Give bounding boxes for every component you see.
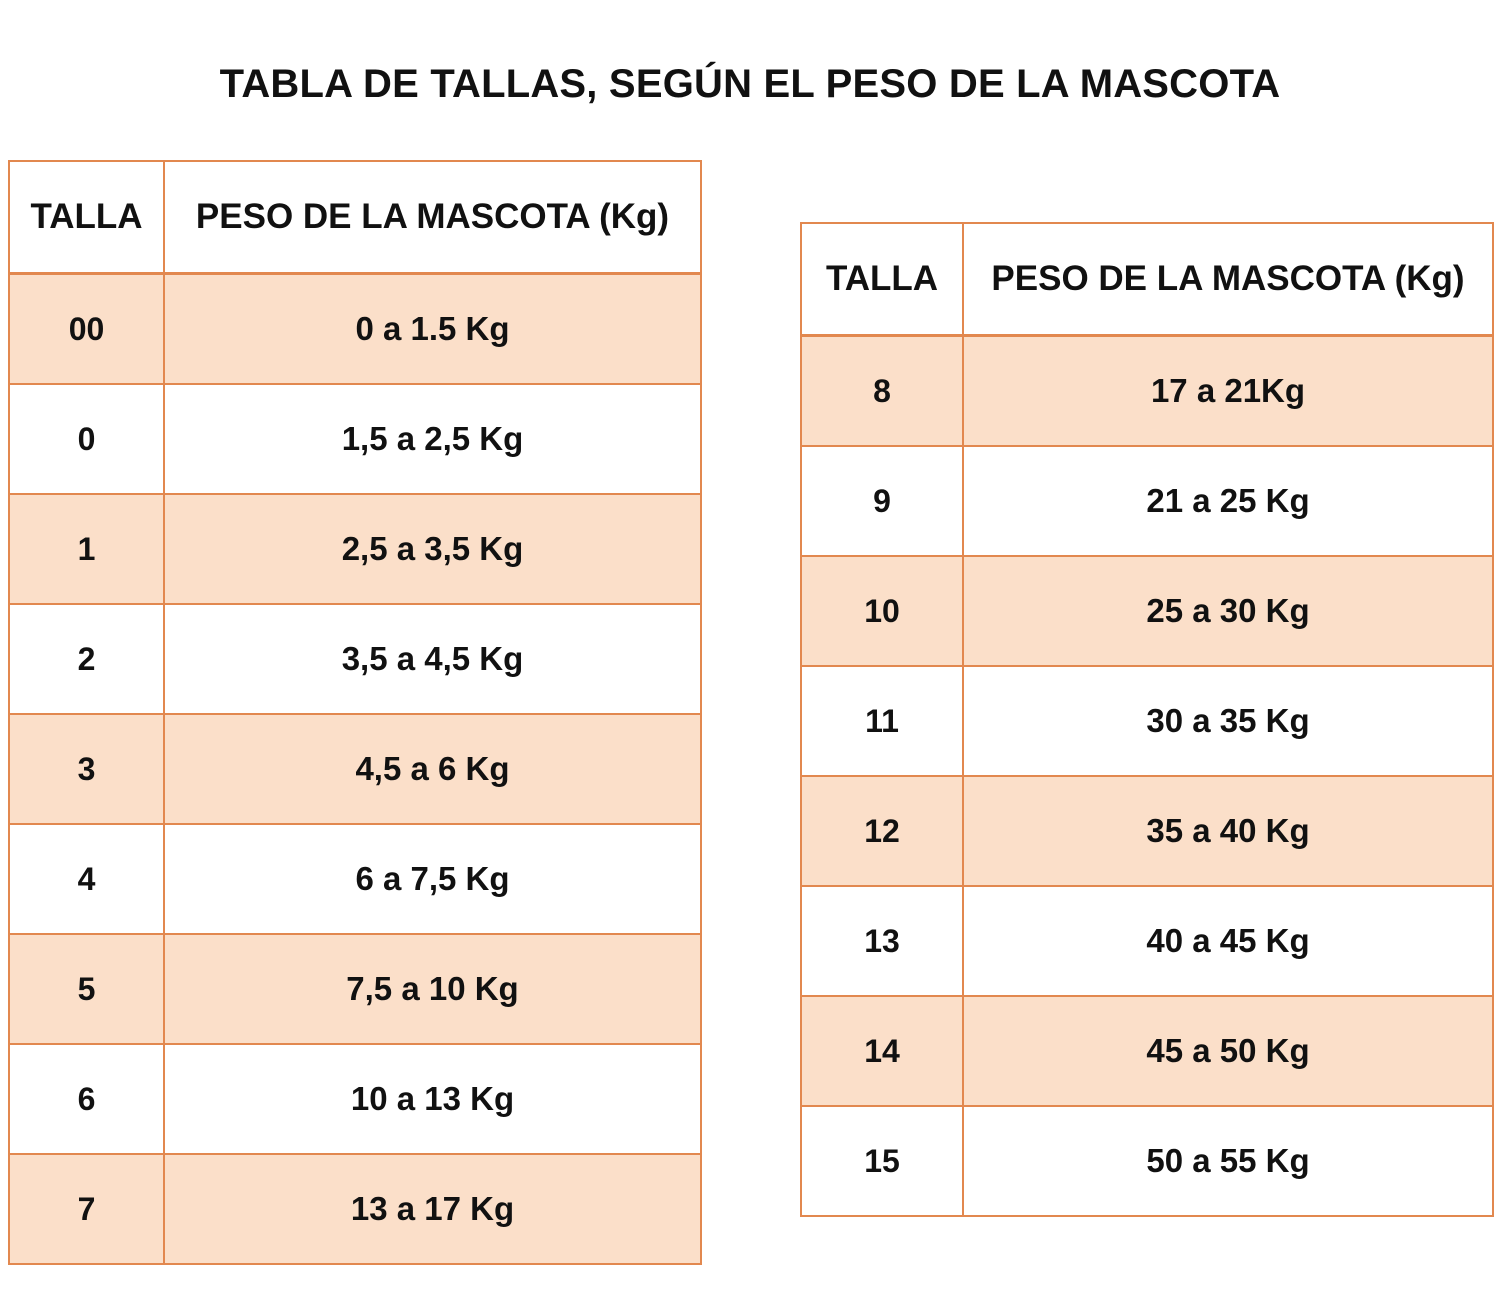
cell-talla: 7: [9, 1154, 164, 1264]
cell-talla: 1: [9, 494, 164, 604]
cell-peso: 35 a 40 Kg: [963, 776, 1493, 886]
table-row: [801, 556, 1493, 666]
cell-peso: 6 a 7,5 Kg: [164, 824, 701, 934]
table-row: [9, 714, 701, 824]
table-row: [9, 494, 701, 604]
cell-peso: 25 a 30 Kg: [963, 556, 1493, 666]
size-table-left: [8, 160, 702, 1265]
table-row: [801, 886, 1493, 996]
page-title: TABLA DE TALLAS, SEGÚN EL PESO DE LA MASCOTA: [219, 62, 1281, 106]
cell-talla: 11: [801, 666, 963, 776]
table-row: [9, 1154, 701, 1264]
cell-talla: 12: [801, 776, 963, 886]
table-row: [9, 604, 701, 714]
column-header-talla: TALLA: [9, 161, 164, 274]
cell-peso: 3,5 a 4,5 Kg: [164, 604, 701, 714]
cell-peso: 21 a 25 Kg: [963, 446, 1493, 556]
table-row: [9, 274, 701, 385]
cell-peso: 10 a 13 Kg: [164, 1044, 701, 1154]
table-right-body: [801, 223, 1493, 1216]
cell-talla: 4: [9, 824, 164, 934]
table-left-body: [9, 161, 701, 1264]
column-header-talla: TALLA: [801, 223, 963, 336]
table-row: [9, 384, 701, 494]
cell-peso: 7,5 a 10 Kg: [164, 934, 701, 1044]
table-row: [801, 996, 1493, 1106]
cell-peso: 50 a 55 Kg: [963, 1106, 1493, 1216]
table-left-header-row: [9, 161, 701, 274]
table-row: [9, 934, 701, 1044]
table-row: [801, 666, 1493, 776]
cell-peso: 40 a 45 Kg: [963, 886, 1493, 996]
cell-peso: 1,5 a 2,5 Kg: [164, 384, 701, 494]
column-header-peso: PESO DE LA MASCOTA (Kg): [963, 223, 1493, 336]
cell-peso: 2,5 a 3,5 Kg: [164, 494, 701, 604]
table-row: [801, 776, 1493, 886]
column-header-peso: PESO DE LA MASCOTA (Kg): [164, 161, 701, 274]
cell-talla: 6: [9, 1044, 164, 1154]
table-right-header-row: [801, 223, 1493, 336]
table-row: [9, 824, 701, 934]
cell-peso: 0 a 1.5 Kg: [164, 274, 701, 385]
table-row: [801, 1106, 1493, 1216]
cell-talla: 10: [801, 556, 963, 666]
table-row: [801, 336, 1493, 447]
cell-peso: 13 a 17 Kg: [164, 1154, 701, 1264]
cell-talla: 3: [9, 714, 164, 824]
cell-talla: 13: [801, 886, 963, 996]
cell-talla: 0: [9, 384, 164, 494]
cell-peso: 30 a 35 Kg: [963, 666, 1493, 776]
cell-talla: 00: [9, 274, 164, 385]
cell-talla: 9: [801, 446, 963, 556]
cell-talla: 2: [9, 604, 164, 714]
cell-talla: 5: [9, 934, 164, 1044]
cell-peso: 17 a 21Kg: [963, 336, 1493, 447]
size-table-right: [800, 222, 1494, 1217]
cell-peso: 45 a 50 Kg: [963, 996, 1493, 1106]
cell-talla: 15: [801, 1106, 963, 1216]
table-row: [9, 1044, 701, 1154]
cell-peso: 4,5 a 6 Kg: [164, 714, 701, 824]
cell-talla: 8: [801, 336, 963, 447]
cell-talla: 14: [801, 996, 963, 1106]
table-row: [801, 446, 1493, 556]
